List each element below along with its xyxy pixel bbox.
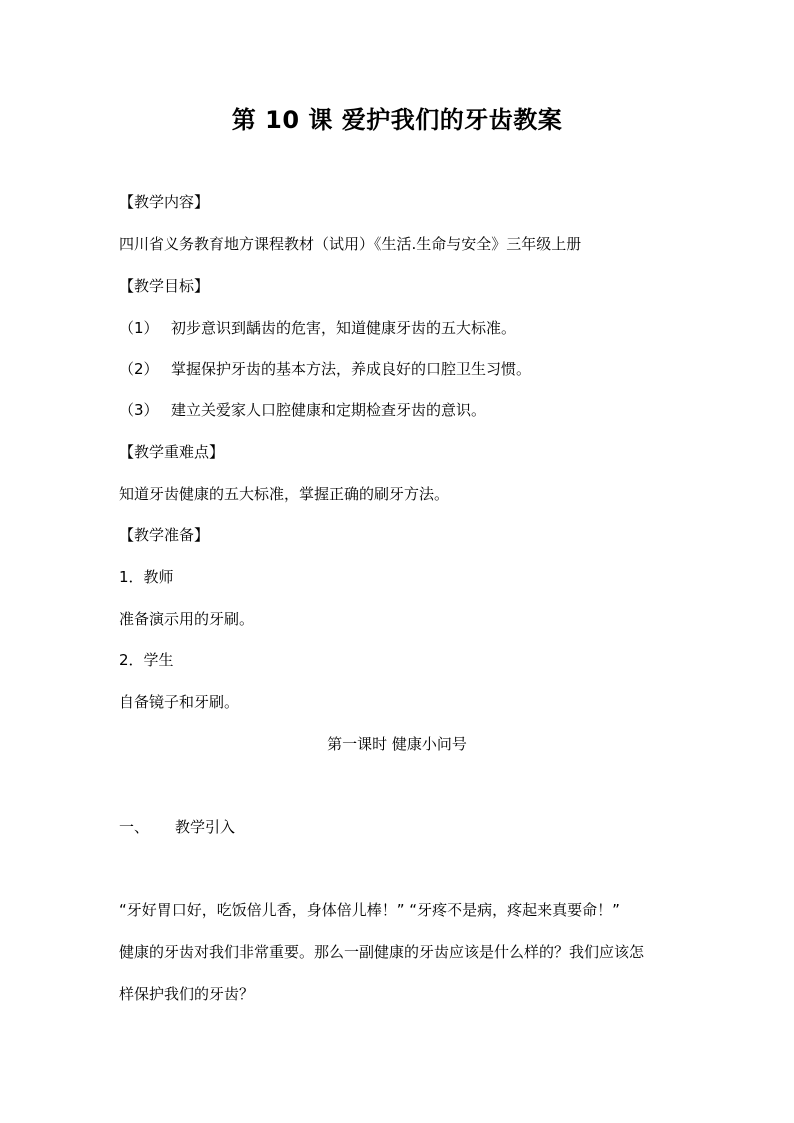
document-title: 第 10 课 爱护我们的牙齿教案 [231, 106, 563, 134]
intro-paragraph-line: 健康的牙齿对我们非常重要。那么一副健康的牙齿应该是什么样的？我们应该怎 [119, 943, 645, 961]
section-heading [119, 817, 235, 837]
preparation-heading: 【教学准备】 [119, 526, 210, 544]
goal-number: （2） [119, 360, 159, 378]
goal-number: （3） [119, 401, 159, 419]
goal-text: 初步意识到龋齿的危害，知道健康牙齿的五大标准。 [171, 319, 517, 337]
goal-item [119, 318, 516, 338]
lesson-title: 第一课时 健康小问号 [327, 735, 467, 753]
content-heading: 【教学内容】 [119, 193, 210, 211]
goal-item [119, 359, 531, 379]
intro-paragraph-line: 样保护我们的牙齿？ [119, 985, 255, 1003]
goal-number: （1） [119, 319, 159, 337]
preparation-teacher-text: 准备演示用的牙刷。 [119, 610, 255, 628]
section-title: 教学引入 [175, 818, 236, 836]
preparation-teacher-label: 1．教师 [119, 568, 174, 586]
goal-text: 掌握保护牙齿的基本方法，养成良好的口腔卫生习惯。 [171, 360, 532, 378]
key-points-heading: 【教学重难点】 [119, 443, 225, 461]
section-number: 一、 [119, 818, 150, 836]
goals-heading: 【教学目标】 [119, 277, 210, 295]
preparation-student-text: 自备镜子和牙刷。 [119, 693, 240, 711]
preparation-student-label: 2．学生 [119, 651, 174, 669]
goal-text: 建立关爱家人口腔健康和定期检查牙齿的意识。 [171, 401, 487, 419]
key-points-text: 知道牙齿健康的五大标准，掌握正确的刷牙方法。 [119, 485, 450, 503]
content-text: 四川省义务教育地方课程教材（试用）《生活.生命与安全》三年级上册 [119, 235, 582, 253]
intro-paragraph-line: “牙好胃口好，吃饭倍儿香，身体倍儿棒！” “牙疼不是病，疼起来真要命！” [119, 901, 620, 919]
goal-item [119, 400, 486, 420]
